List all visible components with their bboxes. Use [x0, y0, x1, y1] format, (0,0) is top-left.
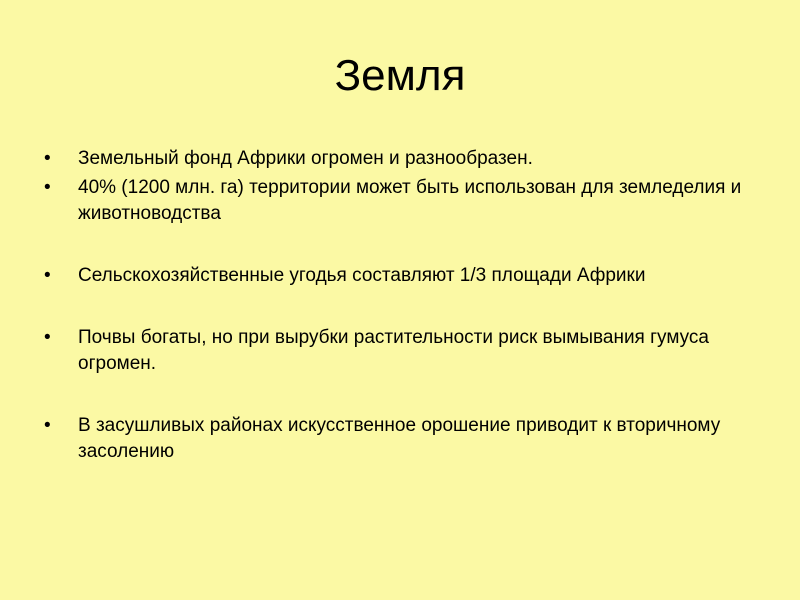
bullet-item: [44, 263, 756, 289]
bullet-item: [44, 175, 756, 227]
bullet-text: В засушливых районах искусственное орошение приводит к вторичному засолению: [78, 415, 721, 462]
bullet-dot-icon: •: [44, 265, 51, 286]
bullet-item: [44, 146, 756, 172]
bullet-text: Сельскохозяйственные угодья составляют 1/3 площади Африки: [78, 265, 646, 286]
bullet-item: [44, 413, 756, 465]
bullet-text: Земельный фонд Африки огромен и разнообразен.: [78, 148, 533, 169]
bullet-dot-icon: •: [44, 148, 51, 169]
bullet-dot-icon: •: [44, 177, 51, 198]
bullet-item: [44, 325, 756, 377]
bullet-dot-icon: •: [44, 327, 51, 348]
slide-title: Земля: [334, 51, 466, 100]
bullet-text: Почвы богаты, но при вырубки растительности риск вымывания гумуса огромен.: [78, 327, 709, 374]
bullet-dot-icon: •: [44, 415, 51, 436]
bullet-list: [44, 146, 756, 465]
bullet-text: 40% (1200 млн. га) территории может быть использован для земледелия и животноводства: [78, 177, 742, 224]
